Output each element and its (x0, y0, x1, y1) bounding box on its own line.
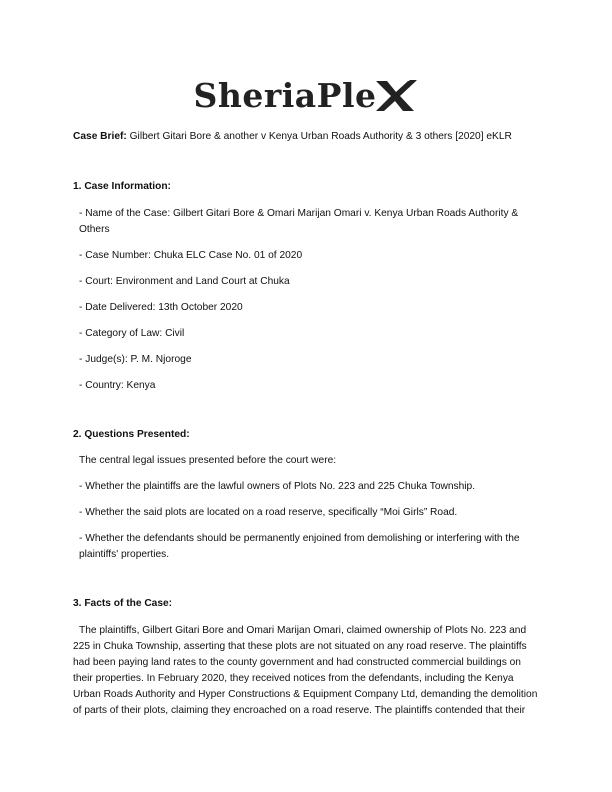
case-brief (73, 129, 543, 145)
date-delivered-item: - Date Delivered: 13th October 2020 (79, 302, 243, 313)
case-brief-label: Case Brief: (73, 131, 127, 142)
questions-intro: The central legal issues presented before the court were: (79, 455, 337, 466)
judges-item: - Judge(s): P. M. Njoroge (79, 354, 192, 365)
case-name-item: - Name of the Case: Gilbert Gitari Bore & Omari Marijan Omari v. Kenya Urban Roads Authority & Others (79, 208, 519, 235)
document-body (73, 129, 543, 719)
question-item: - Whether the defendants should be permanently enjoined from demolishing or interfering with the plaintiffs' properties. (79, 533, 520, 560)
logo-text: SheriaPle (193, 76, 377, 115)
question-item: - Whether the said plots are located on a road reserve, specifically “Moi Girls” Road. (79, 507, 458, 518)
logo-x-mark-icon (374, 79, 418, 113)
category-of-law-item: - Category of Law: Civil (79, 328, 185, 339)
section-title-facts-of-the-case: 3. Facts of the Case: (73, 598, 173, 609)
section-title-case-information: 1. Case Information: (73, 181, 171, 192)
question-item: - Whether the plaintiffs are the lawful owners of Plots No. 223 and 225 Chuka Township. (79, 481, 476, 492)
sheriaplex-logo (0, 76, 612, 116)
facts-paragraph: The plaintiffs, Gilbert Gitari Bore and Omari Marijan Omari, claimed ownership of Plots No. 223 and 225 in Chuka Township, asserting that these plots are not situated on any road reserve. The plaintiffs had been paying land rates to the county government and had constructed commercial buildings on their properties. In February 2020, they received notices from the defendants, including the Kenya Urban Roads Authority and Hyper Constructions & Equipment Company Ltd, demanding the demolition of parts of their plots, claiming they encroached on a road reserve. The plaintiffs contended that their (73, 625, 538, 716)
country-item: - Country: Kenya (79, 380, 156, 391)
court-item: - Court: Environment and Land Court at Chuka (79, 276, 290, 287)
case-number-item: - Case Number: Chuka ELC Case No. 01 of 2020 (79, 250, 303, 261)
section-title-questions-presented: 2. Questions Presented: (73, 429, 190, 440)
case-brief-title: Gilbert Gitari Bore & another v Kenya Urban Roads Authority & 3 others [2020] eKLR (126, 131, 512, 142)
